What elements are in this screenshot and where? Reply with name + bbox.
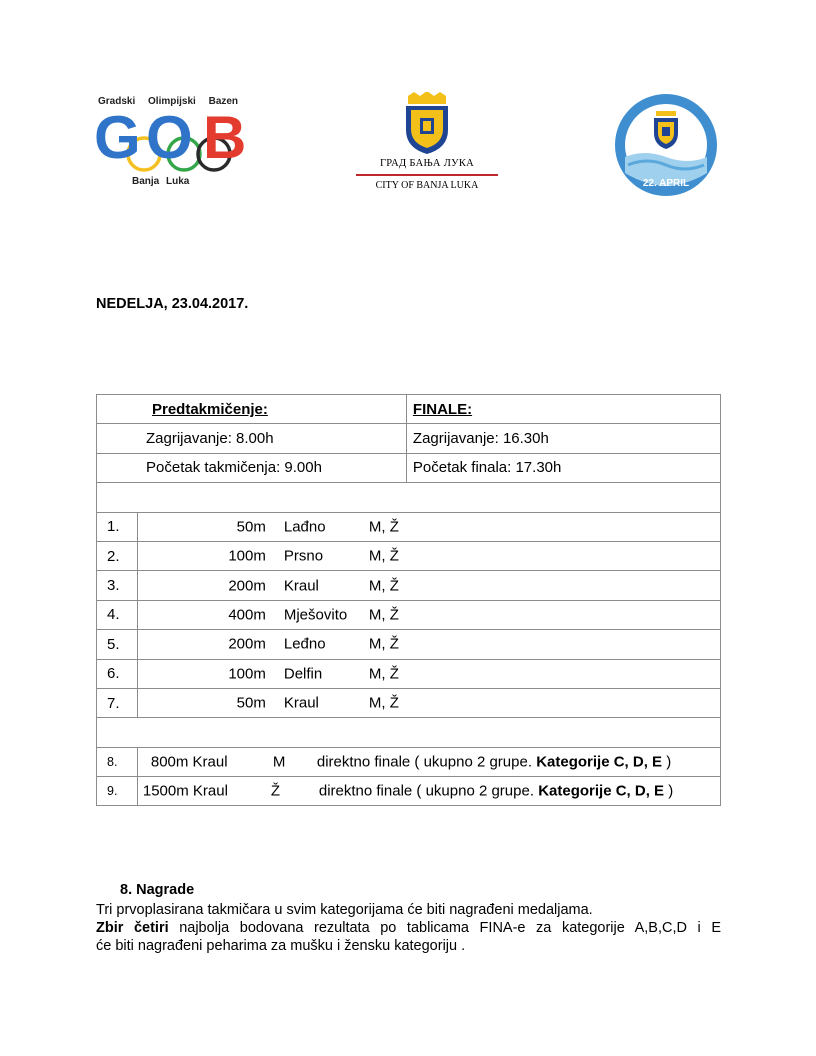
warmup-row: [97, 424, 721, 453]
event-row: [97, 659, 721, 688]
gob-letter-o: O: [146, 104, 193, 171]
gob-logo: [92, 92, 252, 192]
start-row: [97, 453, 721, 482]
swim-club-date: 22. APRIL: [642, 178, 690, 189]
event-stroke: Mješovito: [283, 606, 348, 624]
spacer-row: [97, 483, 721, 512]
finals-start: Početak finala: 17.30h: [406, 453, 720, 482]
event-row: [97, 541, 721, 570]
gob-letter-g: G: [94, 104, 141, 171]
event-gender: M, Ž: [368, 518, 399, 536]
gob-letter-b: B: [203, 104, 247, 171]
event-note-close: ): [668, 782, 674, 800]
direct-final-row: [97, 777, 721, 806]
event-number: 2.: [97, 541, 138, 570]
awards-bold-phrase: Zbir četiri: [96, 920, 169, 936]
direct-final-row: [97, 747, 721, 776]
event-distance: 200m: [228, 635, 266, 653]
city-crest-icon: [356, 92, 498, 156]
event-distance-stroke: 800m Kraul: [150, 753, 228, 771]
event-number: 7.: [97, 688, 138, 717]
awards-line-medals: Tri prvoplasirana takmičara u svim kategorijama će biti nagrađeni medaljama.: [96, 902, 593, 918]
event-row: [97, 571, 721, 600]
spacer-row: [97, 718, 721, 747]
prelims-start: Početak takmičenja: 9.00h: [97, 453, 407, 482]
event-gender: M, Ž: [368, 606, 399, 624]
event-row: [97, 512, 721, 541]
event-gender: Ž: [270, 782, 281, 800]
city-name-latin: CITY OF BANJA LUKA: [375, 180, 479, 191]
schedule-header-row: [97, 395, 721, 424]
event-number: 5.: [97, 630, 138, 659]
finals-title: FINALE:: [412, 400, 473, 418]
event-gender: M, Ž: [368, 547, 399, 565]
prelims-warmup: Zagrijavanje: 8.00h: [97, 424, 407, 453]
event-gender: M, Ž: [368, 665, 399, 683]
event-distance: 50m: [236, 518, 266, 536]
city-name-cyrillic: ГРАД БАЊА ЛУКА: [379, 158, 475, 169]
event-distance: 50m: [236, 694, 266, 712]
event-number: 3.: [97, 571, 138, 600]
event-gender: M: [272, 753, 286, 771]
city-logo: [356, 92, 498, 196]
event-categories: Kategorije C, D, E: [538, 782, 665, 800]
event-stroke: Kraul: [283, 577, 319, 595]
event-gender: M, Ž: [368, 577, 399, 595]
event-stroke: Leđno: [283, 635, 326, 653]
event-stroke: Prsno: [283, 547, 324, 565]
event-distance: 100m: [228, 665, 266, 683]
event-stroke: Lađno: [283, 518, 326, 536]
event-stroke: Kraul: [283, 694, 319, 712]
event-number: 6.: [97, 659, 138, 688]
event-gender: M, Ž: [368, 635, 399, 653]
event-row: [97, 630, 721, 659]
city-logo-rule: [356, 174, 498, 176]
event-gender: M, Ž: [368, 694, 399, 712]
event-note-close: ): [666, 753, 672, 771]
awards-line-categories: će biti nagrađeni peharima za mušku i žensku kategoriju .: [96, 938, 466, 954]
schedule-table: [96, 394, 721, 806]
swim-club-logo: [614, 93, 718, 197]
swim-club-emblem: [614, 93, 718, 197]
event-number: 9.: [97, 777, 138, 806]
event-distance: 100m: [228, 547, 266, 565]
event-row: [97, 688, 721, 717]
event-note: direktno finale ( ukupno 2 grupe.: [318, 782, 535, 800]
event-categories: Kategorije C, D, E: [536, 753, 663, 771]
awards-line-trophies-rest: najbolja bodovana rezultata po tablicama FINA-e za kategorije A,B,C,D i E: [168, 920, 721, 936]
event-number: 1.: [97, 512, 138, 541]
event-row: [97, 600, 721, 629]
event-distance-stroke: 1500m Kraul: [142, 782, 228, 800]
finals-warmup: Zagrijavanje: 16.30h: [406, 424, 720, 453]
prelims-title: Predtakmičenje:: [152, 400, 268, 418]
awards-heading: 8. Nagrade: [120, 882, 195, 898]
event-distance: 200m: [228, 577, 266, 595]
event-number: 4.: [97, 600, 138, 629]
gob-logo-top-text: Gradski Olimpijski Bazen: [98, 96, 239, 107]
gob-logo-bottom-text: Banja Luka: [132, 176, 190, 187]
event-distance: 400m: [228, 606, 266, 624]
event-note: direktno finale ( ukupno 2 grupe.: [316, 753, 533, 771]
day-title: NEDELJA, 23.04.2017.: [96, 296, 249, 312]
event-stroke: Delfin: [283, 665, 323, 683]
awards-line-trophies: [96, 919, 721, 937]
event-number: 8.: [97, 747, 138, 776]
